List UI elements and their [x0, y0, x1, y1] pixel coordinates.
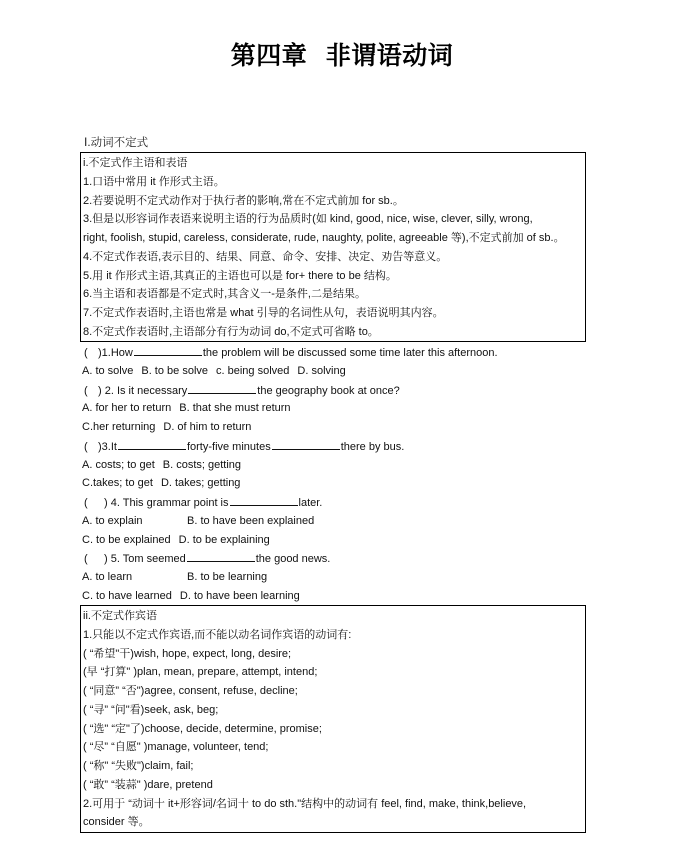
exercise-questions — [82, 343, 582, 606]
note-line: 5.用 it 作形式主语,其真正的主语也可以是 for+ there to be 结构。 — [83, 269, 397, 282]
option-c: C. to have learned — [82, 589, 172, 602]
note-line: ( “敢” “装蒜" )dare, pretend — [83, 778, 213, 791]
answer-blank — [272, 437, 340, 450]
question-2 — [82, 381, 582, 400]
note-box-object — [80, 605, 586, 833]
question-stem: ) 4. This grammar point is — [104, 497, 229, 509]
question-stem-tail: the good news. — [255, 553, 331, 566]
question-stem-tail: the geography book at once? — [257, 384, 400, 397]
note-line: ( “寻” “问"看)seek, ask, beg; — [83, 703, 219, 716]
answer-paren: ( — [84, 347, 88, 359]
options-row — [82, 568, 582, 587]
page-title: 第四章 非谓语动词 — [230, 41, 454, 70]
options-row — [82, 587, 582, 606]
question-stem-mid: forty-five minutes — [186, 440, 271, 453]
note-line: ( “尽” “自愿" )manage, volunteer, tend; — [83, 741, 269, 754]
note-line: ( “称" “失败")claim, fail; — [83, 760, 194, 772]
options-row — [82, 456, 582, 475]
options-row — [82, 512, 582, 531]
question-3 — [82, 437, 582, 456]
option-d: D. to be explaining — [178, 533, 270, 546]
question-5 — [82, 549, 582, 568]
option-a: A. costs; to get — [82, 458, 155, 471]
question-stem-tail: the problem will be discussed some time later this afternoon. — [202, 347, 498, 359]
note-line: ( “希望"干)wish, hope, expect, long, desire; — [83, 647, 292, 660]
answer-paren: ( — [84, 440, 88, 453]
note-line: 1.只能以不定式作宾语,而不能以动名词作宾语的动词有: — [83, 628, 352, 641]
option-a: A. to learn — [82, 571, 133, 583]
answer-blank — [188, 381, 256, 394]
question-stem: ) 2. Is it necessary — [98, 384, 188, 397]
options-row — [82, 474, 582, 493]
question-4 — [82, 493, 582, 512]
option-b: B. costs; getting — [162, 458, 242, 471]
question-stem-tail: there by bus. — [340, 440, 405, 453]
option-d: D. takes; getting — [160, 477, 241, 490]
answer-blank — [230, 493, 298, 506]
note-line: 1.口语中常用 it 作形式主语。 — [83, 175, 225, 188]
option-b: B. that she must return — [179, 402, 291, 415]
note-line: right, foolish, stupid, careless, considerate, rude, naughty, polite, agreeable 等),不定式前加 of sb.。 — [83, 232, 565, 244]
option-a: A. for her to return — [82, 402, 172, 415]
option-a: A. to explain — [82, 514, 143, 527]
answer-paren: ( — [84, 384, 88, 397]
note-line: ( “同意” “否")agree, consent, refuse, decline; — [83, 685, 298, 697]
question-stem: ) 5. Tom seemed — [104, 553, 186, 566]
options-row — [82, 418, 582, 437]
option-c: c. being solved — [216, 364, 290, 377]
option-b: B. to be solve — [141, 364, 209, 377]
note-line: 2.可用于 “动词十 it+形容词/名词十 to do sth."结构中的动词有 feel, find, make, think,believe, — [83, 797, 527, 810]
answer-paren: ( — [84, 553, 88, 566]
note-box-subject-predicative — [80, 152, 586, 342]
question-stem-tail: later. — [298, 497, 323, 509]
option-b: B. to have been explained — [187, 514, 315, 527]
options-row — [82, 531, 582, 550]
note-line: 8.不定式作表语时,主语部分有行为动词 do,不定式可省略 to。 — [83, 325, 379, 338]
answer-blank — [134, 343, 202, 356]
note-line: 7.不定式作表语时,主语也常是 what 引导的名词性从句，表语说明其内容。 — [83, 307, 444, 319]
option-c: C. to be explained — [82, 533, 171, 546]
option-b: B. to be learning — [187, 571, 268, 583]
note-line: 3.但是以形容词作表语来说明主语的行为品质时(如 kind, good, nice, wise, clever, silly, wrong, — [83, 213, 533, 226]
section-heading: Ⅰ.动词不定式 — [84, 137, 149, 149]
option-d: D. to have been learning — [179, 589, 300, 602]
question-stem: )3.It — [98, 440, 117, 453]
options-row — [82, 399, 582, 418]
note-line: 2.若要说明不定式动作对于执行者的影响,常在不定式前加 for sb.。 — [83, 194, 404, 207]
question-1 — [82, 343, 582, 362]
box-heading: i.不定式作主语和表语 — [83, 157, 188, 169]
option-c: C.takes; to get — [82, 477, 153, 490]
answer-blank — [118, 437, 186, 450]
note-line: consider 等。 — [83, 816, 150, 829]
option-a: A. to solve — [82, 364, 134, 377]
option-c: C.her returning — [82, 421, 156, 433]
options-row — [82, 362, 582, 381]
box-heading: ii.不定式作宾语 — [83, 610, 157, 622]
note-line: 6.当主语和表语都是不定式时,其含义一-是条件,二是结果。 — [83, 288, 366, 301]
answer-paren: ( — [84, 497, 88, 509]
option-d: D. of him to return — [163, 421, 252, 433]
answer-blank — [187, 549, 255, 562]
question-stem: )1.How — [98, 347, 133, 359]
option-d: D. solving — [297, 364, 346, 377]
note-line: 4.不定式作表语,表示目的、结果、同意、命令、安排、决定、劝告等意义。 — [83, 250, 448, 263]
note-line: (早 “打算" )plan, mean, prepare, attempt, intend; — [83, 666, 318, 679]
note-line: ( “选" “定"了)choose, decide, determine, promise; — [83, 722, 322, 735]
